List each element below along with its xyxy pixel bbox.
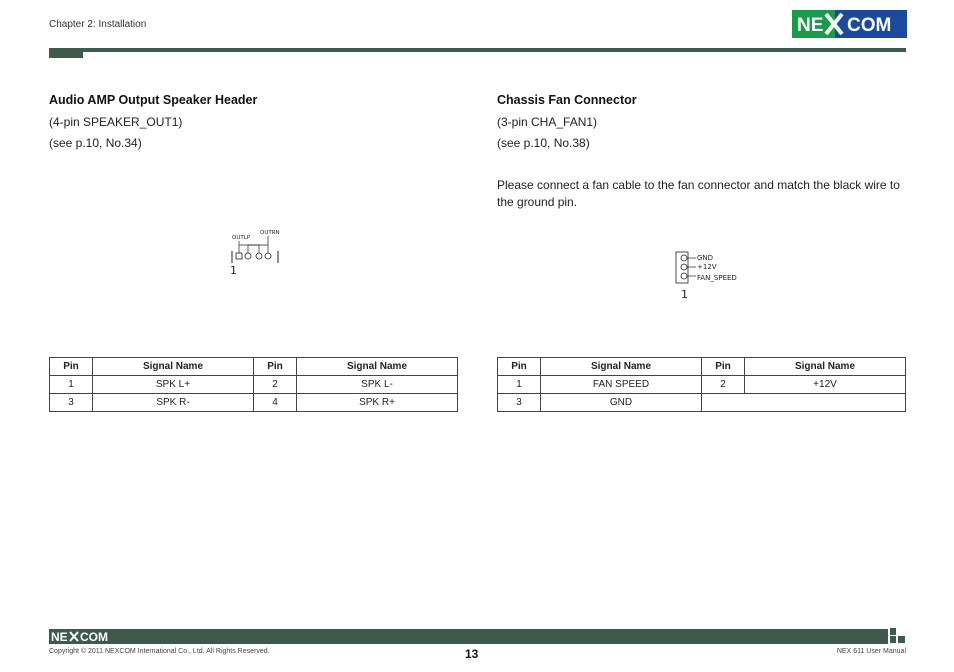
cell: 2 — [254, 376, 297, 394]
speaker-see-ref: (see p.10, No.34) — [49, 136, 142, 150]
footer-logo — [51, 630, 115, 643]
pin-circle — [245, 253, 251, 259]
footer-bar — [49, 629, 906, 644]
cell: SPK L+ — [93, 376, 254, 394]
table-row — [50, 394, 458, 412]
cell: +12V — [745, 376, 906, 394]
manual-title: NEX 611 User Manual — [836, 648, 906, 655]
speaker-title: Audio AMP Output Speaker Header — [49, 93, 258, 107]
svg-text:NE: NE — [797, 15, 824, 36]
cell: 4 — [254, 394, 297, 412]
fan-pin-desc: (3-pin CHA_FAN1) — [497, 115, 598, 129]
pin-circle — [265, 253, 271, 259]
cell-empty — [702, 394, 906, 412]
col-header: Pin — [254, 358, 297, 376]
outrn-label: OUTRN — [260, 230, 280, 236]
cell: SPK R+ — [297, 394, 458, 412]
nexcom-logo — [792, 10, 907, 38]
chapter-title: Chapter 2: Installation — [49, 19, 147, 30]
cell: 1 — [498, 376, 541, 394]
table-row — [498, 376, 906, 394]
cell: 2 — [702, 376, 745, 394]
fan-note: Please connect a fan cable to the fan connector and match the black wire to the ground pin. — [497, 178, 900, 209]
outlp-label: OUTLP — [232, 235, 251, 241]
table-row — [498, 394, 906, 412]
svg-text:COM: COM — [80, 630, 108, 643]
col-header: Signal Name — [745, 358, 906, 376]
cell: GND — [541, 394, 702, 412]
header-bar-accent — [49, 48, 83, 58]
corner-mark-icon — [888, 626, 906, 644]
svg-text:NE: NE — [51, 630, 68, 643]
pin1-label: 1 — [681, 288, 688, 301]
pin-square — [236, 253, 242, 259]
header-bar — [49, 48, 906, 52]
fan-speed-label: FAN_SPEED — [697, 274, 737, 282]
gnd-label: GND — [697, 254, 714, 262]
col-header: Pin — [50, 358, 93, 376]
cell: FAN SPEED — [541, 376, 702, 394]
col-header: Signal Name — [541, 358, 702, 376]
speaker-pin-table — [49, 357, 458, 412]
col-header: Signal Name — [297, 358, 458, 376]
svg-text:COM: COM — [847, 15, 892, 36]
pin-circle — [256, 253, 262, 259]
col-header: Pin — [498, 358, 541, 376]
pin1-label: 1 — [230, 264, 237, 277]
fan-connector-diagram — [674, 250, 754, 302]
speaker-header-diagram — [222, 225, 288, 277]
cell: 1 — [50, 376, 93, 394]
fan-title: Chassis Fan Connector — [497, 93, 637, 107]
cell: 3 — [50, 394, 93, 412]
v12-label: +12V — [697, 263, 717, 271]
table-row — [50, 376, 458, 394]
page-number: 13 — [465, 647, 479, 661]
pin-circle — [681, 273, 687, 279]
col-header: Signal Name — [93, 358, 254, 376]
cell: SPK L- — [297, 376, 458, 394]
pin-circle — [681, 255, 687, 261]
col-header: Pin — [702, 358, 745, 376]
fan-pin-table — [497, 357, 906, 412]
speaker-pin-desc: (4-pin SPEAKER_OUT1) — [49, 115, 183, 129]
pin-circle — [681, 264, 687, 270]
fan-see-ref: (see p.10, No.38) — [497, 136, 590, 150]
copyright: Copyright © 2011 NEXCOM International Co., Ltd. All Rights Reserved. — [49, 648, 270, 655]
cell: 3 — [498, 394, 541, 412]
cell: SPK R- — [93, 394, 254, 412]
